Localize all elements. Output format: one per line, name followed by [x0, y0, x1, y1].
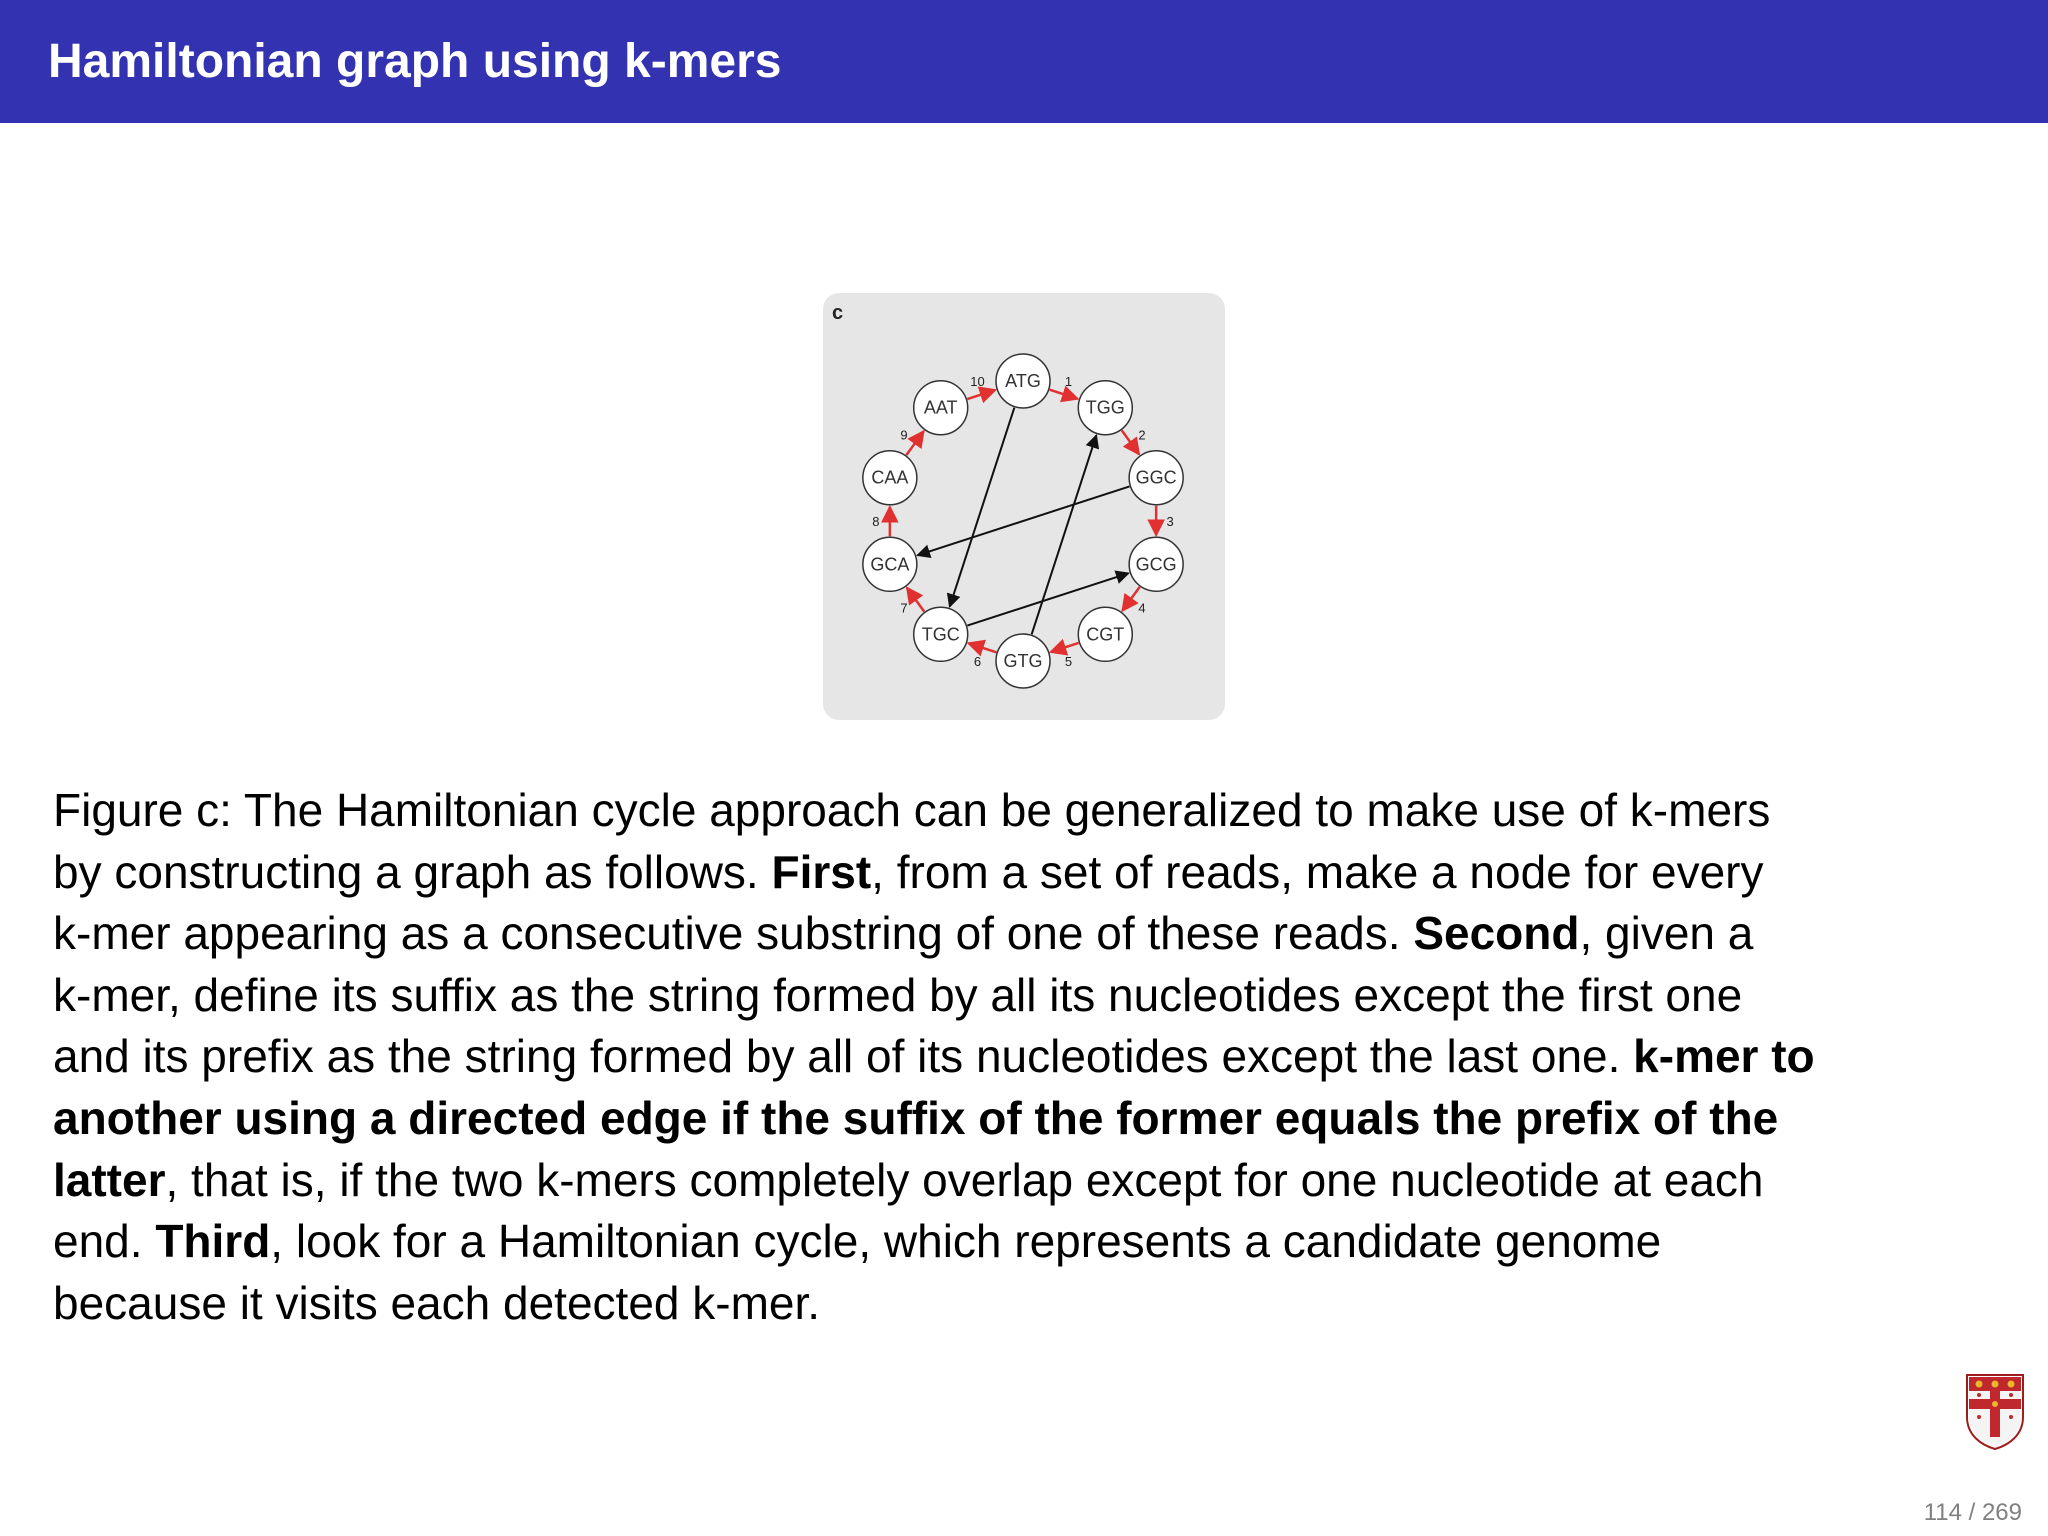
kmer-node-label: GGC — [1135, 467, 1177, 488]
edge-label: 8 — [872, 514, 880, 529]
cycle-edge — [967, 390, 995, 399]
caption-run: k-mer, define its suffix as the string formed by all its nucleotides except the first one — [53, 968, 1743, 1021]
kmer-node-label: ATG — [1005, 371, 1041, 391]
edge-label: 9 — [900, 427, 908, 443]
caption-bold-run: First — [771, 845, 872, 898]
slide-title: Hamiltonian graph using k-mers — [48, 35, 782, 88]
kmer-node — [914, 381, 968, 435]
kmer-node — [914, 607, 968, 661]
caption-run: , that is, if the two k-mers completely overlap except for one nucleotide at each — [165, 1153, 1764, 1206]
kmer-node — [863, 537, 917, 591]
kmer-node-label: TGC — [921, 624, 960, 645]
caption-bold-run: k-mer to — [1633, 1030, 1815, 1083]
university-crest-icon — [1965, 1373, 2025, 1451]
caption-run: and its prefix as the string formed by all of its nucleotides except the last one. — [53, 1030, 1634, 1083]
edge-label: 7 — [900, 600, 908, 616]
kmer-node — [996, 354, 1050, 408]
caption-run: Figure c: The Hamiltonian cycle approach can be generalized to make use of k-mers — [53, 784, 1771, 836]
kmer-node — [1129, 451, 1183, 505]
caption-run: k-mer appearing as a consecutive substring of one of these reads. — [53, 907, 1414, 960]
caption-line — [53, 1026, 2013, 1088]
caption-run: end. — [53, 1215, 156, 1268]
kmer-node — [1129, 537, 1183, 591]
caption-run: , given a — [1579, 907, 1754, 960]
caption-line — [53, 842, 2013, 904]
kmer-node — [996, 634, 1050, 688]
figure-caption — [53, 780, 2013, 1334]
caption-run: by constructing a graph as follows. — [53, 845, 772, 898]
edge-label: 10 — [970, 374, 985, 390]
caption-bold-run: another using a directed edge if the suffix of the former equals the prefix of the — [53, 1091, 1779, 1144]
cycle-edge — [906, 431, 923, 455]
kmer-node — [1078, 381, 1132, 435]
overlap-edge — [1032, 435, 1097, 634]
caption-line — [53, 1150, 2013, 1212]
cycle-edge — [1122, 430, 1139, 454]
caption-line — [53, 965, 2013, 1027]
caption-line — [53, 903, 2013, 965]
kmer-node-label: GTG — [1003, 651, 1043, 671]
kmer-node-label: CAA — [871, 467, 909, 488]
edge-label: 5 — [1064, 653, 1073, 669]
kmer-node-label: GCG — [1135, 554, 1177, 575]
caption-run: , from a set of reads, make a node for every — [871, 845, 1764, 898]
kmer-node-label: AAT — [923, 397, 958, 418]
caption-run: because it visits each detected k-mer. — [53, 1276, 821, 1329]
cycle-edge — [1122, 587, 1139, 611]
overlap-edge — [950, 408, 1015, 607]
page-number: 114 / 269 — [1923, 1499, 2022, 1526]
edge-label: 1 — [1064, 374, 1073, 390]
caption-bold-run: Third — [155, 1215, 271, 1268]
kmer-node-label: CGT — [1086, 624, 1125, 645]
kmer-node-label: GCA — [870, 554, 910, 575]
edge-label: 3 — [1166, 514, 1174, 529]
caption-run: , look for a Hamiltonian cycle, which represents a candidate genome — [270, 1215, 1662, 1268]
caption-line — [53, 1273, 2013, 1335]
caption-bold-run: Second — [1413, 907, 1580, 960]
kmer-node — [863, 451, 917, 505]
caption-line — [53, 780, 2013, 842]
edge-label: 4 — [1138, 600, 1146, 616]
title-bar — [0, 0, 2048, 123]
edge-label: 6 — [973, 653, 982, 669]
kmer-node — [1078, 607, 1132, 661]
kmer-node-label: TGG — [1085, 397, 1125, 418]
cycle-edge — [1050, 390, 1078, 399]
overlap-edge — [917, 486, 1129, 555]
caption-line — [53, 1088, 2013, 1150]
cycle-edge — [1051, 643, 1079, 652]
caption-line — [53, 1211, 2013, 1273]
hamiltonian-graph-figure — [823, 293, 1225, 720]
edge-label: 2 — [1138, 427, 1146, 443]
figure-panel-label: c — [832, 302, 844, 324]
cycle-edge — [968, 643, 996, 652]
cycle-edge — [907, 588, 924, 612]
caption-bold-run: latter — [53, 1153, 166, 1206]
